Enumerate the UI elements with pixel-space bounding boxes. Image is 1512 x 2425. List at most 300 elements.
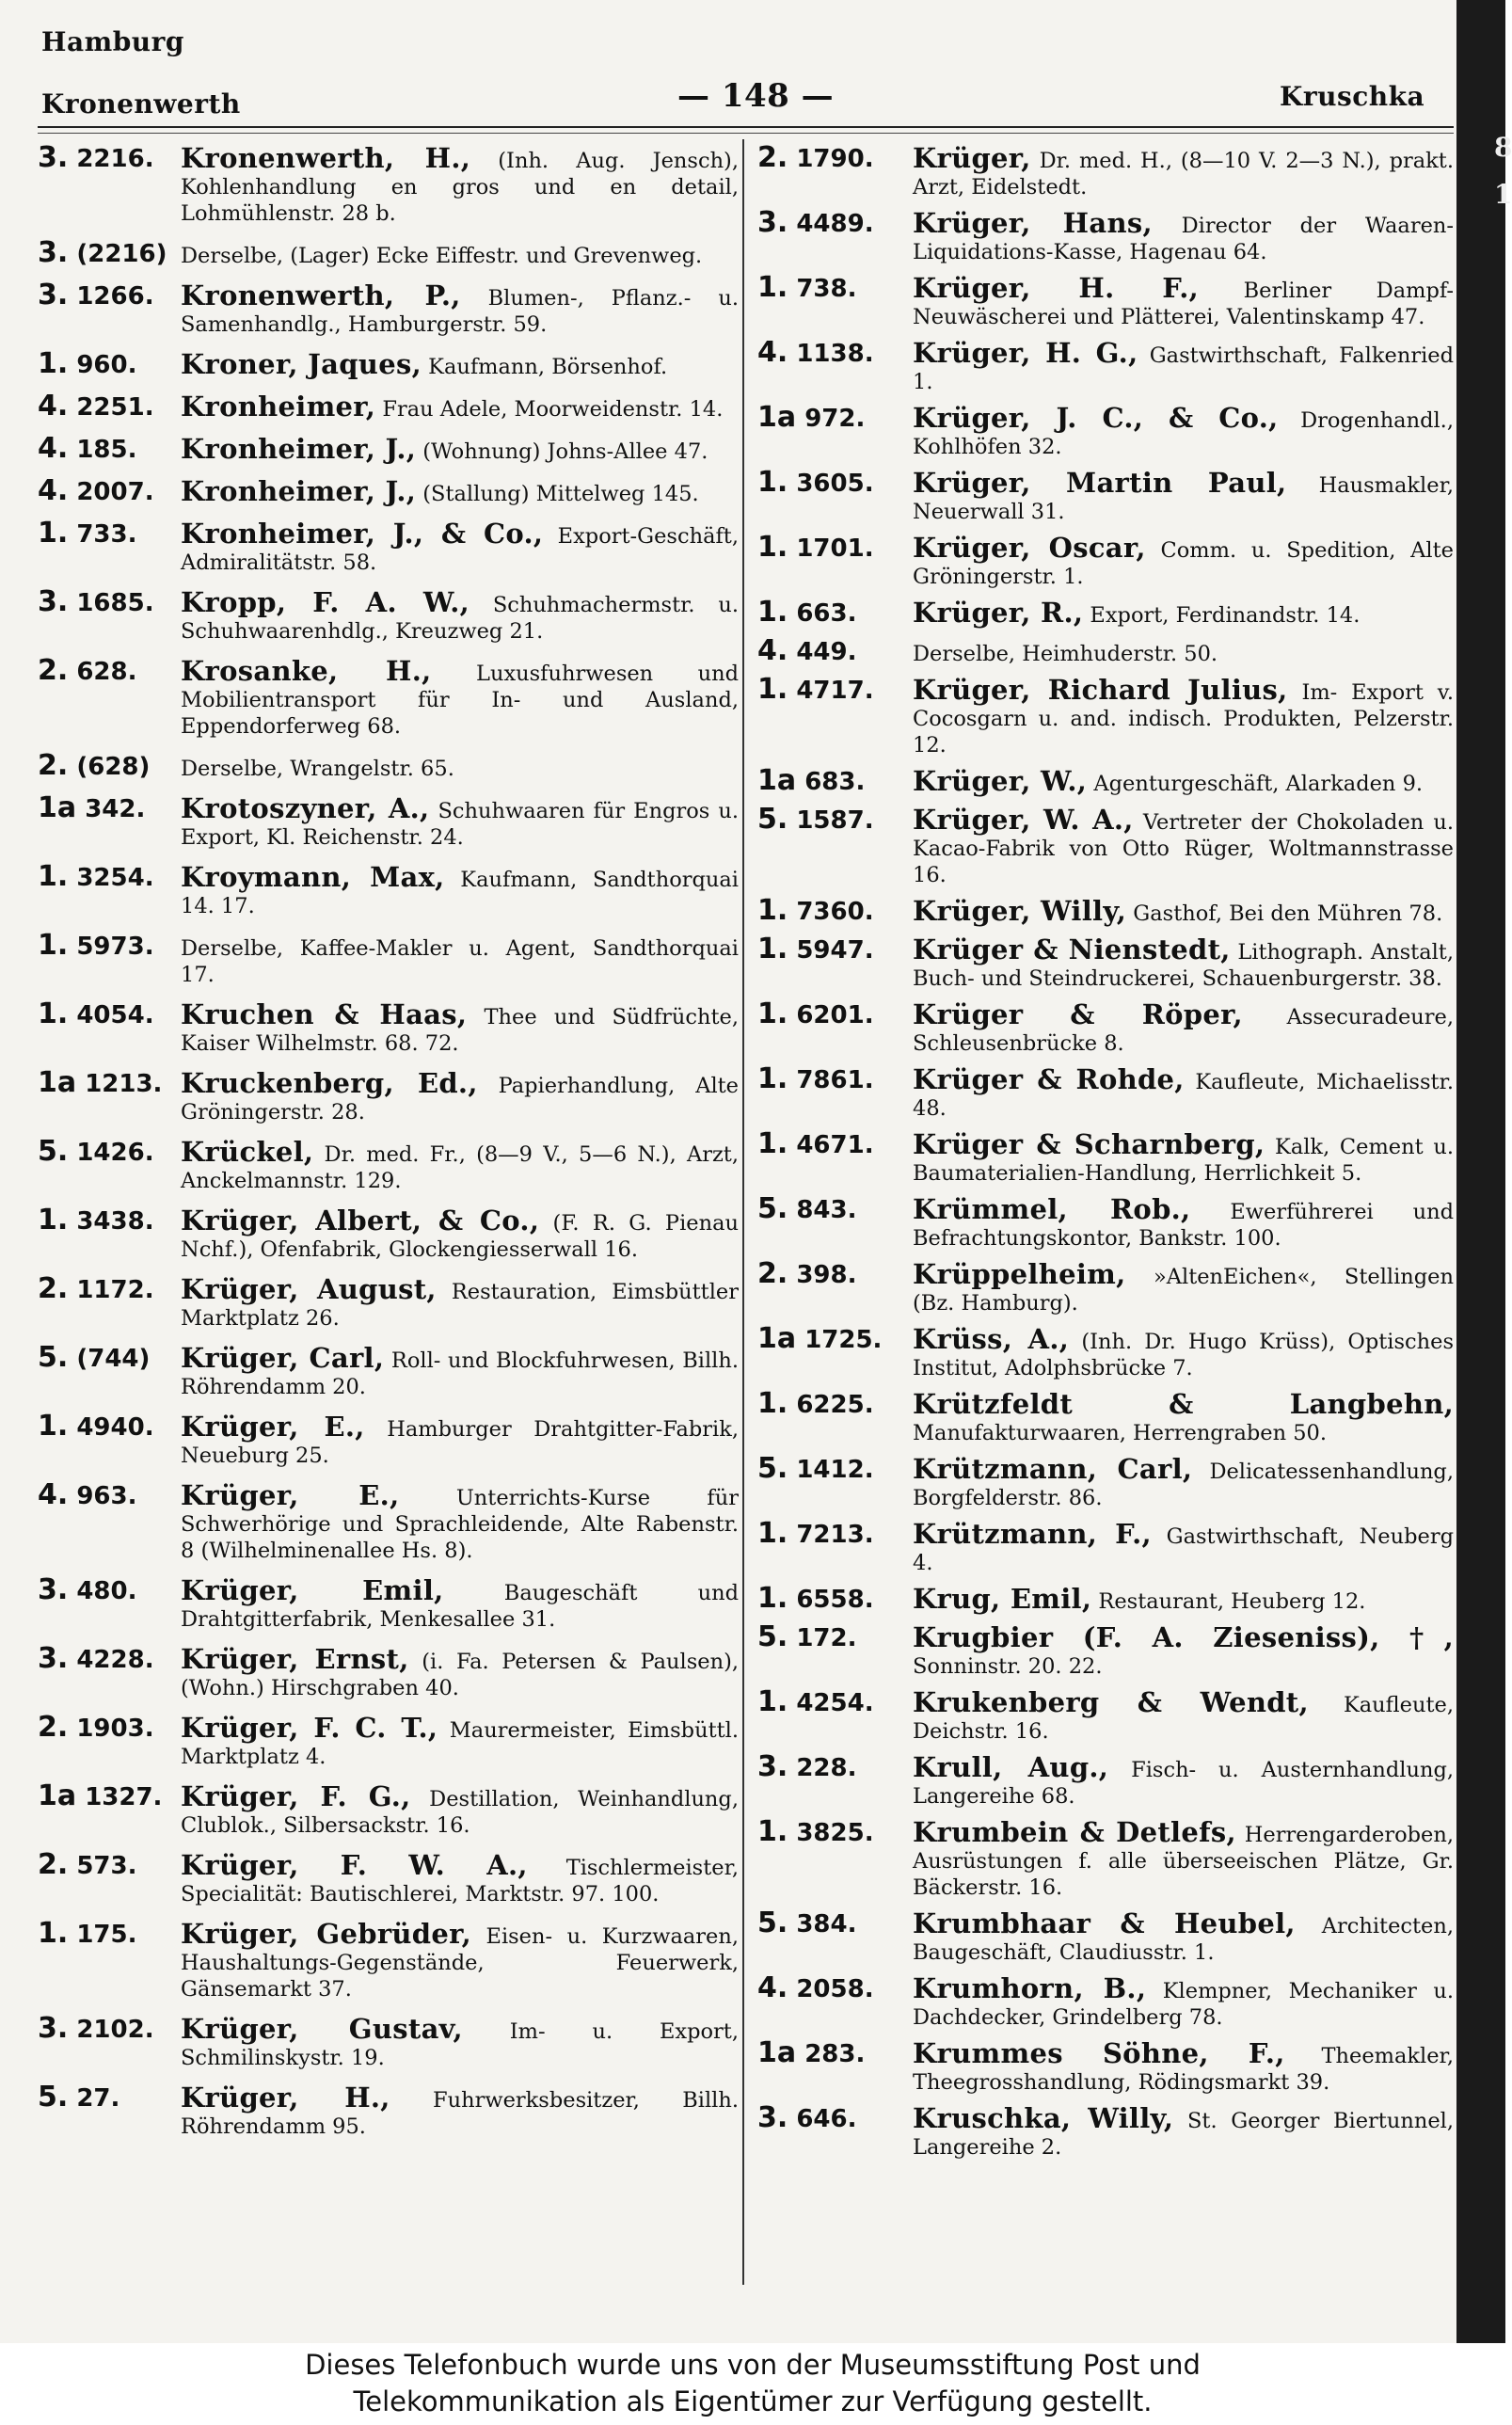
directory-entry: [38, 1642, 739, 1701]
subscriber-name: Krückel,: [181, 1136, 314, 1168]
subscriber-name: Krosanke, H.,: [181, 655, 432, 687]
entry-text: [913, 1750, 1454, 1810]
entry-text: [181, 929, 739, 988]
directory-entry: [38, 1573, 739, 1633]
line-number: 5947.: [796, 936, 874, 965]
entry-text: [181, 791, 739, 851]
entry-text: [913, 141, 1454, 200]
phone-number: [38, 1573, 212, 1606]
subscriber-name: Krüger, Ernst,: [181, 1643, 409, 1675]
entry-text: [913, 1257, 1454, 1316]
header-right-keyword: Kruschka: [1280, 81, 1425, 112]
subscriber-details: Eisen- u. Kurzwaaren, Haushaltungs-Gegenstände, Feuerwerk, Gänsemarkt 37.: [181, 1924, 739, 2002]
phone-number: [38, 474, 212, 507]
line-number: 963.: [76, 1482, 137, 1510]
subscriber-name: Krüger, F. W. A.,: [181, 1849, 528, 1881]
directory-entry: [757, 466, 1454, 525]
district-code: 4.: [757, 634, 788, 667]
line-number: 175.: [76, 1921, 137, 1949]
directory-entry: [757, 2101, 1454, 2161]
phone-number: [757, 531, 931, 564]
directory-entry: [38, 1711, 739, 1770]
phone-number: [38, 585, 212, 618]
district-code: 5.: [38, 1341, 69, 1374]
entry-text: [913, 933, 1454, 992]
entry-text: [181, 1573, 739, 1633]
footer-line-2: Telekommunikation als Eigentümer zur Verfügung gestellt.: [353, 2385, 1153, 2417]
directory-entry: [38, 236, 739, 269]
district-code: 4.: [38, 474, 69, 507]
phone-number: [757, 206, 931, 239]
directory-entry: [38, 432, 739, 465]
subscriber-name: Krotoszyner, A.,: [181, 792, 430, 824]
subscriber-details: Dr. med. H., (8—10 V. 2—3 N.), prakt. Arzt, Eidelstedt.: [913, 149, 1454, 199]
district-code: 2.: [38, 654, 69, 687]
phone-number: [757, 997, 931, 1030]
directory-entry: [757, 1452, 1454, 1511]
subscriber-name: Krumhorn, B.,: [913, 1972, 1147, 2004]
phone-number: [757, 2101, 931, 2134]
subscriber-details: Sonninstr. 20. 22.: [913, 1654, 1103, 1679]
line-number: 2216.: [76, 145, 154, 173]
directory-entry: [757, 1387, 1454, 1446]
subscriber-details: Berliner Dampf-Neuwäscherei und Plätterei, Valentinskamp 47.: [913, 279, 1454, 329]
district-code: 2.: [757, 1257, 788, 1290]
phone-number: [757, 336, 931, 369]
line-number: 7360.: [796, 898, 874, 926]
right-column: [757, 141, 1454, 2166]
line-number: 646.: [796, 2105, 857, 2133]
subscriber-details: Architecten, Baugeschäft, Claudiusstr. 1.: [913, 1914, 1454, 1965]
district-code: 1.: [757, 466, 788, 499]
line-number: 1426.: [76, 1139, 154, 1167]
entry-text: [181, 347, 739, 380]
district-code: 1.: [757, 1517, 788, 1550]
line-number: 2058.: [796, 1975, 874, 2003]
directory-entry: [757, 531, 1454, 590]
entry-text: [913, 1582, 1454, 1615]
phone-number: [757, 933, 931, 965]
entry-text: [913, 673, 1454, 758]
directory-entry: [38, 1341, 739, 1400]
district-code: 1.: [757, 894, 788, 927]
directory-entry: [757, 1815, 1454, 1901]
subscriber-details: Kaufmann, Sandthorquai 14. 17.: [181, 868, 740, 918]
subscriber-name: Krüger & Rohde,: [913, 1063, 1185, 1095]
phone-number: [38, 1642, 212, 1675]
directory-entry: [38, 390, 739, 423]
phone-number: [38, 997, 212, 1030]
line-number: 2102.: [76, 2016, 154, 2044]
subscriber-name: Krüger, W. A.,: [913, 804, 1134, 836]
directory-entry: [38, 1272, 739, 1332]
district-code: 2.: [38, 1848, 69, 1881]
line-number: 172.: [796, 1624, 857, 1652]
subscriber-details: Blumen-, Pflanz.- u. Samenhandlg., Hamburgerstr. 59.: [181, 286, 739, 337]
subscriber-name: Kronenwerth, H.,: [181, 142, 471, 174]
phone-number: [38, 1478, 212, 1511]
district-code: 1.: [757, 1062, 788, 1095]
subscriber-name: Krüger, Gebrüder,: [181, 1918, 471, 1950]
directory-entry: [757, 271, 1454, 330]
entry-text: [181, 997, 739, 1057]
phone-number: [38, 1848, 212, 1881]
line-number: 2251.: [76, 393, 154, 422]
subscriber-name: Krüger, Emil,: [181, 1574, 444, 1606]
subscriber-details: (Inh. Aug. Jensch), Kohlenhandlung en gros und en detail, Lohmühlenstr. 28 b.: [181, 149, 739, 226]
line-number: 573.: [76, 1852, 137, 1880]
directory-entry: [38, 347, 739, 380]
subscriber-name: Kronheimer, J.,: [181, 433, 417, 465]
district-code: 4.: [38, 390, 69, 423]
phone-number: [38, 860, 212, 893]
phone-number: [757, 1322, 931, 1355]
line-number: 1266.: [76, 282, 154, 311]
entry-text: [913, 1971, 1454, 2031]
subscriber-details: Hausmakler, Neuerwall 31.: [913, 473, 1454, 524]
district-code: 1a: [38, 1779, 77, 1812]
line-number: 738.: [796, 275, 857, 303]
district-code: 1.: [38, 347, 69, 380]
line-number: 185.: [76, 436, 137, 464]
line-number: 5973.: [76, 933, 154, 961]
district-code: 1.: [38, 1410, 69, 1443]
subscriber-details: Gastwirthschaft, Falkenried 1.: [913, 343, 1454, 394]
line-number: 960.: [76, 351, 137, 379]
district-code: 3.: [38, 279, 69, 311]
subscriber-name: Krumbein & Detlefs,: [913, 1816, 1236, 1848]
subscriber-name: Krüger & Nienstedt,: [913, 933, 1231, 965]
subscriber-name: Kruschka, Willy,: [913, 2102, 1174, 2134]
phone-number: [757, 1906, 931, 1939]
line-number: (2216): [76, 240, 167, 268]
subscriber-name: Krüger, Martin Paul,: [913, 467, 1287, 499]
subscriber-details: Lithograph. Anstalt, Buch- und Steindruckerei, Schauenburgerstr. 38.: [913, 940, 1454, 991]
line-number: 4671.: [796, 1131, 874, 1159]
line-number: 283.: [804, 2040, 866, 2068]
subscriber-name: Krüger, F. G.,: [181, 1780, 411, 1812]
line-number: 4054.: [76, 1001, 154, 1029]
subscriber-details: (F. R. G. Pienau Nchf.), Ofenfabrik, Glockengiesserwall 16.: [181, 1211, 739, 1262]
district-code: 1.: [757, 1685, 788, 1718]
subscriber-details: Dr. med. Fr., (8—9 V., 5—6 N.), Arzt, Anckelmannstr. 129.: [181, 1142, 739, 1193]
line-number: 4489.: [796, 210, 874, 238]
subscriber-details: Vertreter der Chokoladen u. Kacao-Fabrik von Otto Rüger, Woltmannstrasse 16.: [913, 810, 1455, 887]
district-code: 2.: [38, 749, 69, 782]
phone-number: [757, 271, 931, 304]
subscriber-details: Manufakturwaaren, Herrengraben 50.: [913, 1421, 1328, 1445]
subscriber-details: »AltenEichen«, Stellingen (Bz. Hamburg).: [913, 1265, 1454, 1316]
header-rule-thin: [38, 133, 1454, 134]
left-column: [38, 141, 739, 2149]
district-code: 1.: [38, 517, 69, 550]
district-code: 2.: [38, 1711, 69, 1744]
directory-entry: [38, 929, 739, 988]
district-code: 2.: [757, 141, 788, 174]
directory-entry: [38, 1204, 739, 1263]
entry-text: [181, 1917, 739, 2002]
subscriber-name: Kronenwerth, P.,: [181, 279, 461, 311]
subscriber-name: Krukenberg & Wendt,: [913, 1686, 1309, 1718]
subscriber-name: Krüger, Richard Julius,: [913, 674, 1288, 706]
district-code: 5.: [757, 1620, 788, 1653]
phone-number: [757, 1517, 931, 1550]
subscriber-details: Destillation, Weinhandlung, Clublok., Silbersackstr. 16.: [181, 1787, 739, 1838]
phone-number: [38, 517, 212, 550]
district-code: 1a: [38, 1066, 77, 1099]
directory-entry: [38, 860, 739, 919]
entry-text: [181, 1066, 739, 1125]
entry-text: [913, 1620, 1454, 1680]
phone-number: [757, 401, 931, 434]
subscriber-name: Krüss, A.,: [913, 1323, 1070, 1355]
page-number: — 148 —: [677, 77, 835, 115]
directory-entry: [757, 2036, 1454, 2096]
phone-number: [757, 596, 931, 629]
line-number: 1790.: [796, 145, 874, 173]
phone-number: [38, 2012, 212, 2045]
phone-number: [38, 390, 212, 423]
entry-text: [913, 1127, 1454, 1187]
phone-number: [38, 1711, 212, 1744]
directory-entry: [757, 997, 1454, 1057]
phone-number: [757, 1192, 931, 1225]
directory-entry: [757, 634, 1454, 667]
subscriber-details: Papierhandlung, Alte Gröningerstr. 28.: [181, 1074, 740, 1125]
phone-number: [38, 432, 212, 465]
phone-number: [38, 791, 212, 824]
district-code: 5.: [757, 1192, 788, 1225]
line-number: 3825.: [796, 1819, 874, 1847]
subscriber-details: Gasthof, Bei den Mühren 78.: [1133, 901, 1443, 926]
subscriber-details: Kalk, Cement u. Baumaterialien-Handlung, Herrlichkeit 5.: [913, 1135, 1455, 1186]
line-number: 384.: [796, 1910, 857, 1938]
entry-text: [913, 1815, 1454, 1901]
subscriber-details: Tischlermeister, Specialität: Bautischlerei, Marktstr. 97. 100.: [181, 1856, 739, 1906]
subscriber-details: Derselbe, (Lager) Ecke Eiffestr. und Grevenweg.: [181, 244, 703, 268]
phone-number: [38, 929, 212, 962]
subscriber-name: Krüger, H. F.,: [913, 272, 1200, 304]
directory-entry: [757, 1062, 1454, 1122]
phone-number: [38, 654, 212, 687]
entry-text: [181, 1204, 739, 1263]
subscriber-details: Baugeschäft und Drahtgitterfabrik, Menkesallee 31.: [181, 1581, 739, 1632]
phone-number: [757, 673, 931, 706]
line-number: 2007.: [76, 478, 154, 506]
district-code: 3.: [38, 236, 69, 269]
district-code: 5.: [38, 1135, 69, 1168]
directory-entry: [38, 1410, 739, 1469]
entry-text: [181, 517, 739, 576]
entry-text: [913, 336, 1454, 395]
line-number: 7861.: [796, 1066, 874, 1094]
district-code: 1.: [38, 860, 69, 893]
header-left-keyword: Kronenwerth: [41, 88, 241, 120]
district-code: 4.: [38, 1478, 69, 1511]
directory-entry: [757, 933, 1454, 992]
district-code: 4.: [38, 432, 69, 465]
entry-text: [913, 803, 1454, 888]
phone-number: [38, 1135, 212, 1168]
line-number: 6201.: [796, 1001, 874, 1029]
phone-number: [757, 2036, 931, 2069]
subscriber-name: Krüppelheim,: [913, 1258, 1126, 1290]
subscriber-name: Krüger & Röper,: [913, 998, 1243, 1030]
entry-text: [913, 1517, 1454, 1576]
subscriber-name: Krüger, E.,: [181, 1479, 400, 1511]
line-number: (744): [76, 1345, 151, 1373]
subscriber-details: Im- Export v. Cocosgarn u. and. indisch. Produkten, Pelzerstr. 12.: [913, 680, 1454, 758]
subscriber-name: Kruckenberg, Ed.,: [181, 1067, 478, 1099]
district-code: 1a: [757, 1322, 797, 1355]
phone-number: [757, 1062, 931, 1095]
district-code: 1.: [38, 1204, 69, 1236]
district-code: 1a: [757, 401, 797, 434]
subscriber-name: Krüger, Gustav,: [181, 2013, 463, 2045]
subscriber-details: (Wohnung) Johns-Allee 47.: [422, 439, 708, 464]
phone-number: [757, 803, 931, 836]
directory-entry: [38, 1066, 739, 1125]
phone-number: [757, 1750, 931, 1783]
directory-entry: [757, 1517, 1454, 1576]
directory-entry: [38, 2012, 739, 2071]
subscriber-details: Roll- und Blockfuhrwesen, Billh. Röhrendamm 20.: [181, 1348, 739, 1399]
district-code: 1.: [757, 1387, 788, 1420]
subscriber-details: Theemakler, Theegrosshandlung, Rödingsmarkt 39.: [913, 2044, 1454, 2095]
line-number: 733.: [76, 520, 137, 549]
district-code: 3.: [38, 2012, 69, 2045]
line-number: 7213.: [796, 1521, 874, 1549]
phone-number: [38, 1272, 212, 1305]
directory-entry: [757, 336, 1454, 395]
phone-number: [757, 1815, 931, 1848]
district-code: 1.: [757, 1815, 788, 1848]
district-code: 5.: [38, 2081, 69, 2114]
subscriber-details: Kaufleute, Deichstr. 16.: [913, 1693, 1454, 1744]
subscriber-name: Krüger, E.,: [181, 1411, 365, 1443]
directory-entry: [757, 401, 1454, 460]
phone-number: [38, 347, 212, 380]
subscriber-name: Krüger, W.,: [913, 765, 1088, 797]
footer-line-1: Dieses Telefonbuch wurde uns von der Museumsstiftung Post und: [305, 2349, 1201, 2381]
line-number: 1412.: [796, 1456, 874, 1484]
subscriber-details: Export-Geschäft, Admiralitätstr. 58.: [181, 524, 739, 575]
entry-text: [181, 1779, 739, 1839]
subscriber-details: Derselbe, Heimhuderstr. 50.: [913, 642, 1218, 666]
line-number: 628.: [76, 658, 137, 686]
line-number: 4940.: [76, 1413, 154, 1442]
subscriber-name: Krummes Söhne, F.,: [913, 2037, 1285, 2069]
subscriber-name: Krützfeldt & Langbehn,: [913, 1388, 1454, 1420]
subscriber-name: Krümmel, Rob.,: [913, 1193, 1191, 1225]
phone-number: [757, 894, 931, 927]
subscriber-details: Schuhmachermstr. u. Schuhwaarenhdlg., Kreuzweg 21.: [181, 593, 739, 644]
directory-entry: [38, 1135, 739, 1194]
subscriber-details: Fisch- u. Austernhandlung, Langereihe 68.: [913, 1758, 1455, 1809]
subscriber-name: Krüger, R.,: [913, 597, 1084, 629]
subscriber-name: Krüger & Scharnberg,: [913, 1128, 1265, 1160]
line-number: 342.: [85, 795, 146, 823]
entry-text: [181, 585, 739, 645]
subscriber-details: Derselbe, Wrangelstr. 65.: [181, 757, 454, 781]
directory-entry: [757, 1322, 1454, 1381]
district-code: 1.: [757, 1582, 788, 1615]
subscriber-name: Krützmann, Carl,: [913, 1453, 1193, 1485]
subscriber-name: Kroymann, Max,: [181, 861, 445, 893]
district-code: 1.: [38, 929, 69, 962]
district-code: 3.: [38, 585, 69, 618]
subscriber-details: Maurermeister, Eimsbüttl. Marktplatz 4.: [181, 1718, 739, 1769]
subscriber-name: Kruchen & Haas,: [181, 998, 468, 1030]
entry-text: [913, 531, 1454, 590]
subscriber-details: Kaufleute, Michaelisstr. 48.: [913, 1070, 1454, 1121]
column-divider: [742, 139, 744, 2285]
line-number: 1172.: [76, 1276, 154, 1304]
phone-number: [757, 1685, 931, 1718]
line-number: 3605.: [796, 470, 874, 498]
directory-entry: [38, 279, 739, 338]
line-number: 27.: [76, 2084, 120, 2113]
phone-number: [757, 141, 931, 174]
district-code: 1.: [757, 1127, 788, 1160]
entry-text: [181, 1478, 739, 1564]
entry-text: [913, 1322, 1454, 1381]
subscriber-details: St. Georger Biertunnel, Langereihe 2.: [913, 2109, 1454, 2160]
entry-text: [181, 1272, 739, 1332]
entry-text: [181, 1135, 739, 1194]
subscriber-details: Klempner, Mechaniker u. Dachdecker, Grindelberg 78.: [913, 1979, 1454, 2030]
directory-entry: [757, 1971, 1454, 2031]
line-number: 3438.: [76, 1207, 154, 1236]
district-code: 3.: [38, 1573, 69, 1606]
header-rule: [38, 126, 1454, 128]
line-number: 972.: [804, 405, 866, 433]
entry-text: [181, 2081, 739, 2140]
phone-number: [38, 1341, 212, 1374]
line-number: 1213.: [85, 1070, 163, 1098]
subscriber-details: Export, Ferdinandstr. 14.: [1090, 603, 1361, 628]
district-code: 3.: [757, 2101, 788, 2134]
line-number: 4228.: [76, 1646, 154, 1674]
phone-number: [757, 1452, 931, 1485]
phone-number: [38, 2081, 212, 2114]
phone-number: [757, 466, 931, 499]
district-code: 4.: [757, 1971, 788, 2004]
line-number: 1587.: [796, 806, 874, 835]
phone-number: [38, 279, 212, 311]
directory-entry: [757, 1750, 1454, 1810]
phone-number: [757, 634, 931, 667]
directory-entry: [757, 764, 1454, 797]
subscriber-details: Hamburger Drahtgitter-Fabrik, Neueburg 25.: [181, 1417, 739, 1468]
directory-entry: [757, 1257, 1454, 1316]
entry-text: [181, 474, 739, 507]
footer-notice: [0, 2343, 1505, 2425]
line-number: 6558.: [796, 1586, 874, 1614]
district-code: 2.: [38, 1272, 69, 1305]
subscriber-details: Director der Waaren-Liquidations-Kasse, Hagenau 64.: [913, 214, 1454, 264]
phone-number: [757, 1971, 931, 2004]
district-code: 4.: [757, 336, 788, 369]
entry-text: [181, 279, 739, 338]
directory-entry: [38, 791, 739, 851]
entry-text: [913, 401, 1454, 460]
subscriber-details: Kaufmann, Börsenhof.: [428, 355, 668, 379]
line-number: 1903.: [76, 1715, 154, 1743]
entry-text: [913, 894, 1454, 927]
subscriber-details: Ewerführerei und Befrachtungskontor, Bankstr. 100.: [913, 1200, 1454, 1251]
entry-text: [913, 596, 1454, 629]
